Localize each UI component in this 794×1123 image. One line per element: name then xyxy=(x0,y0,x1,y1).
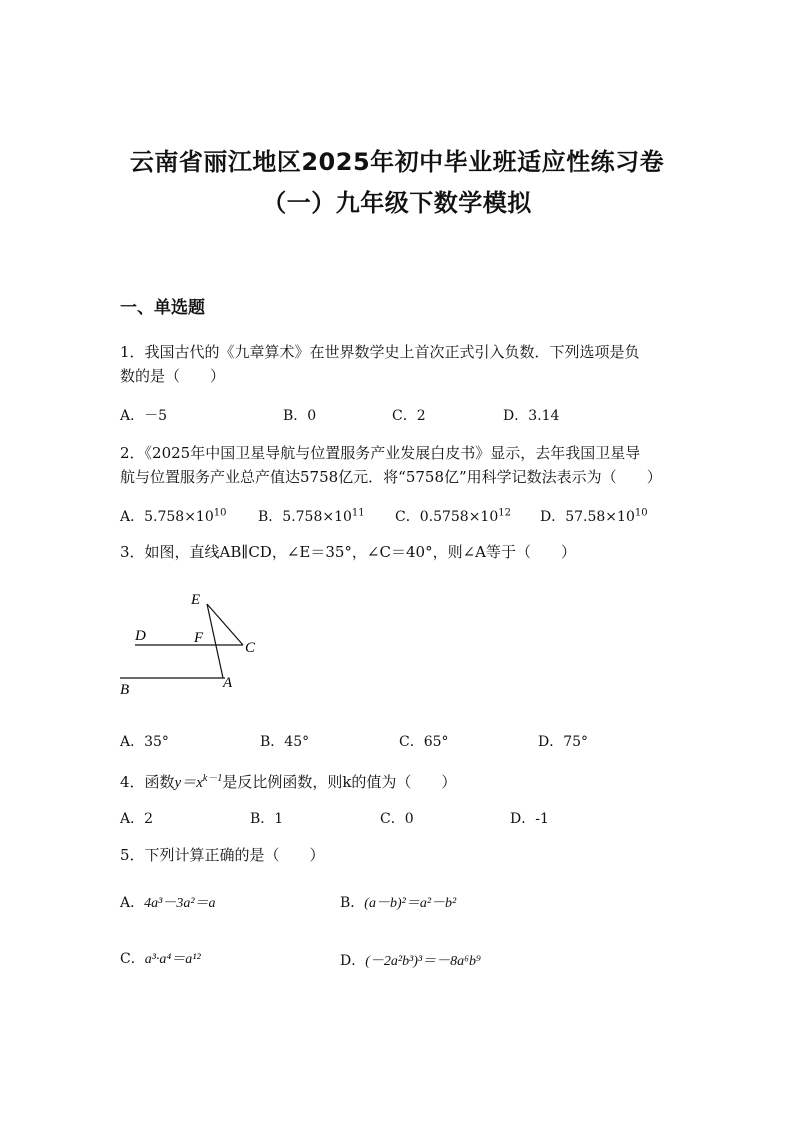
q2-option-d-base: D．57.58×10 xyxy=(540,509,635,525)
q1-option-c: C．2 xyxy=(392,408,426,424)
question-1-stem xyxy=(120,340,680,388)
q2-option-c-base: C．0.5758×10 xyxy=(395,509,499,525)
label-a: A xyxy=(223,675,233,691)
q4-option-d: D．-1 xyxy=(510,811,549,827)
segment-ea xyxy=(207,604,223,678)
q4-option-c: C．0 xyxy=(380,811,414,827)
q5-option-b-label: B． xyxy=(340,895,365,911)
q5-option-b xyxy=(340,892,456,912)
q2-option-b-base: B．5.758×10 xyxy=(258,509,352,525)
q5-option-d xyxy=(340,950,481,970)
q5-option-b-expression: (a－b)²＝a²－b² xyxy=(364,896,457,911)
q2-option-a-exponent: 10 xyxy=(213,507,227,519)
q4-option-a: A．2 xyxy=(120,811,154,827)
q4-suffix: 是反比例函数，则k的值为（ ） xyxy=(222,773,457,791)
q5-option-a xyxy=(120,892,216,912)
q3-option-c: C．65° xyxy=(399,734,449,750)
q5-option-c-expression: a³·a⁴＝a¹² xyxy=(144,952,201,967)
label-d: D xyxy=(135,628,146,644)
q3-option-a: A．35° xyxy=(120,734,169,750)
q5-option-a-expression: 4a³－3a²＝a xyxy=(144,896,216,911)
q4-exponent: k－1 xyxy=(202,773,223,784)
q5-option-c xyxy=(120,948,201,968)
q4-function: y＝x xyxy=(174,775,203,791)
label-e: E xyxy=(191,592,201,608)
question-3-stem: 3．如图，直线AB∥CD，∠E＝35°，∠C＝40°，则∠A等于（ ） xyxy=(120,543,576,561)
q2-option-a xyxy=(120,506,226,526)
question-1-line1: 1．我国古代的《九章算术》在世界数学史上首次正式引入负数．下列选项是负 xyxy=(120,343,640,361)
q2-option-a-base: A．5.758×10 xyxy=(120,509,214,525)
q2-option-b xyxy=(258,506,365,526)
q2-option-d xyxy=(540,506,648,526)
section-heading: 一、单选题 xyxy=(120,298,205,318)
q2-option-b-exponent: 11 xyxy=(351,507,365,519)
q2-option-c-exponent: 12 xyxy=(498,507,511,519)
question-2-line1: 2．《2025年中国卫星导航与位置服务产业发展白皮书》显示，去年我国卫星导 xyxy=(120,444,641,462)
question-2-line2: 航与位置服务产业总产值达5758亿元．将“5758亿”用科学记数法表示为（ ） xyxy=(120,468,662,486)
q5-option-d-label: D． xyxy=(340,953,366,969)
q3-option-d: D．75° xyxy=(538,734,589,750)
q5-option-d-expression: (－2a²b³)³＝－8a⁶b⁹ xyxy=(365,954,481,969)
q1-option-d: D．3.14 xyxy=(503,408,560,424)
q4-option-b: B．1 xyxy=(250,811,284,827)
question-4-stem xyxy=(120,767,680,795)
question-5-stem: 5．下列计算正确的是（ ） xyxy=(120,846,325,864)
q3-option-b: B．45° xyxy=(260,734,310,750)
q2-option-c xyxy=(395,506,511,526)
q1-option-b: B．0 xyxy=(283,408,317,424)
question-2-stem xyxy=(120,441,690,489)
label-f: F xyxy=(194,630,204,646)
segment-ec xyxy=(207,604,243,645)
label-b: B xyxy=(120,682,130,698)
q4-prefix: 4．函数 xyxy=(120,773,175,791)
label-c: C xyxy=(245,640,256,656)
geometry-figure xyxy=(115,588,275,698)
q5-option-c-label: C． xyxy=(120,951,145,967)
q1-option-a: A．－5 xyxy=(120,408,168,424)
question-1-line2: 数的是（ ） xyxy=(120,367,226,385)
q2-option-d-exponent: 10 xyxy=(634,507,648,519)
q5-option-a-label: A． xyxy=(120,895,145,911)
document-title-line2: （一）九年级下数学模拟 xyxy=(262,189,532,217)
document-title-line1: 云南省丽江地区2025年初中毕业班适应性练习卷 xyxy=(129,148,665,176)
